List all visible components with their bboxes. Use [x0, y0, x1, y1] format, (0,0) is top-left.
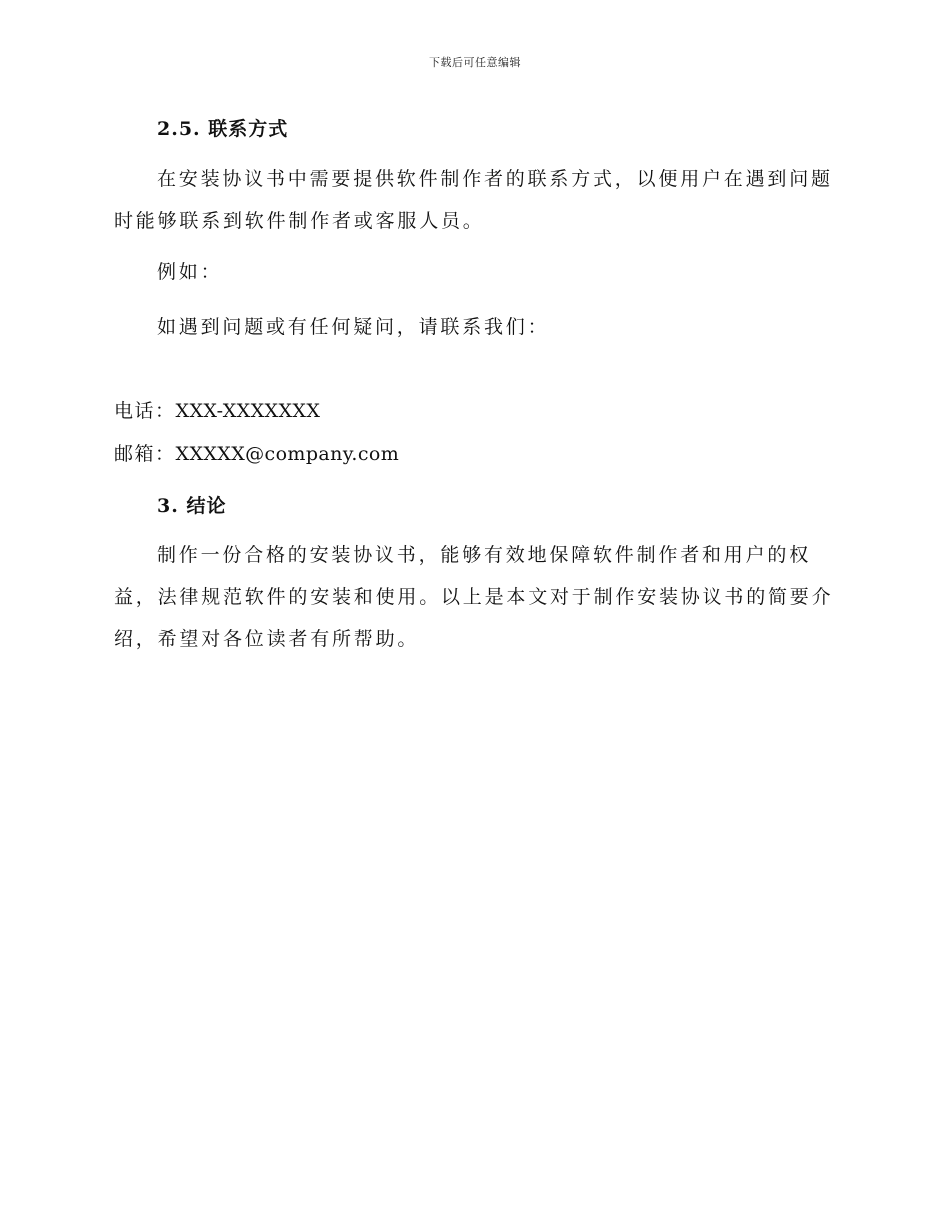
section-heading-contact: 2.5. 联系方式	[157, 118, 289, 140]
example-label: 例如：	[157, 261, 223, 283]
email-label: 邮箱：	[114, 443, 176, 465]
example-text: 如遇到问题或有任何疑问，请联系我们：	[157, 316, 550, 338]
phone-label: 电话：	[114, 400, 176, 422]
email-line	[114, 439, 399, 466]
conclusion-paragraph: 制作一份合格的安装协议书，能够有效地保障软件制作者和用户的权益，法律规范软件的安装和使用。以上是本文对于制作安装协议书的简要介绍，希望对各位读者有所帮助。	[114, 544, 834, 650]
page-header-note: 下载后可任意编辑	[429, 56, 521, 69]
email-value: XXXXX@company.com	[175, 443, 400, 465]
phone-line	[114, 396, 320, 423]
contact-paragraph: 在安装协议书中需要提供软件制作者的联系方式，以便用户在遇到问题时能够联系到软件制作者或客服人员。	[114, 168, 833, 232]
section-heading-conclusion: 3. 结论	[157, 495, 227, 517]
phone-value: XXX-XXXXXXX	[175, 400, 321, 422]
